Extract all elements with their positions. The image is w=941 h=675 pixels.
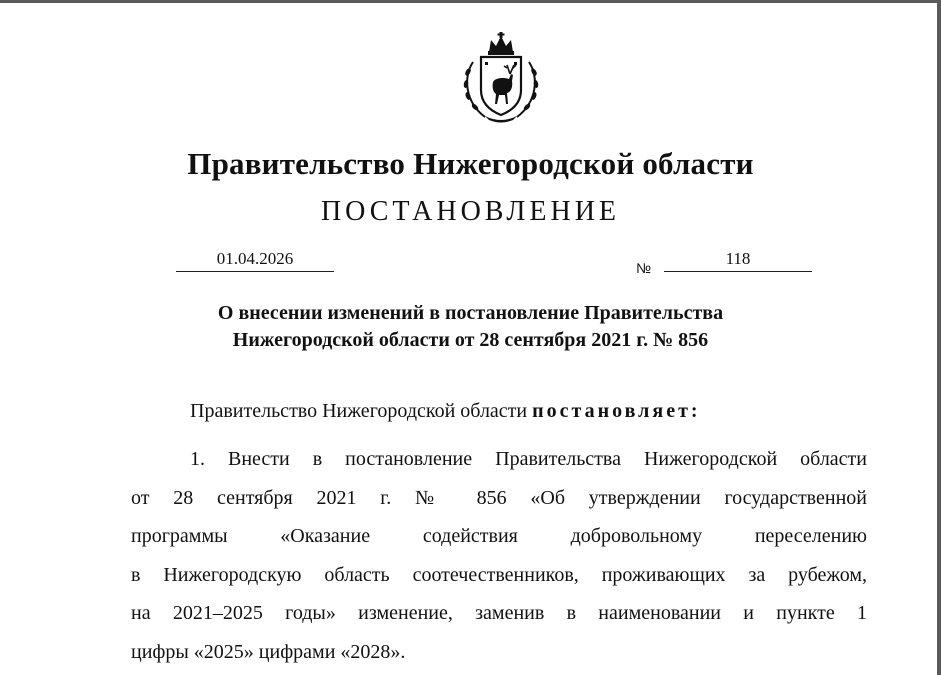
subject-line: О внесении изменений в постановление Правительства <box>217 302 724 324</box>
document-number: 118 <box>725 249 751 268</box>
number-label: № <box>636 260 652 276</box>
body-line: в Нижегородскую область соотечественников, проживающих за рубежом, <box>131 563 867 586</box>
window-top-border <box>0 0 941 3</box>
number-underline <box>664 271 812 272</box>
body-line: цифры «2025» цифрами «2028». <box>131 640 406 663</box>
preamble <box>190 400 701 423</box>
body-line: программы «Оказание содействия добровольному переселению <box>131 525 867 547</box>
document-subject <box>0 300 941 354</box>
government-name: Правительство Нижегородской области <box>187 146 754 181</box>
document-type: ПОСТАНОВЛЕНИЕ <box>320 196 621 227</box>
body-line: 1. Внести в постановление Правительства Нижегородской области <box>190 448 867 470</box>
subject-line: Нижегородской области от 28 сентября 2021 г. № 856 <box>232 329 709 351</box>
date-underline <box>176 271 334 272</box>
body-line: на 2021–2025 годы» изменение, заменив в наименовании и пункте 1 <box>131 602 867 624</box>
document-date: 01.04.2026 <box>216 249 294 268</box>
resolution-body <box>131 440 867 671</box>
body-line: от 28 сентября 2021 г. № 856 «Об утверждении государственной <box>131 486 867 509</box>
preamble-emphasis: постановляет: <box>532 400 701 422</box>
preamble-text: Правительство Нижегородской области <box>190 400 533 422</box>
coat-of-arms-icon <box>455 32 547 124</box>
